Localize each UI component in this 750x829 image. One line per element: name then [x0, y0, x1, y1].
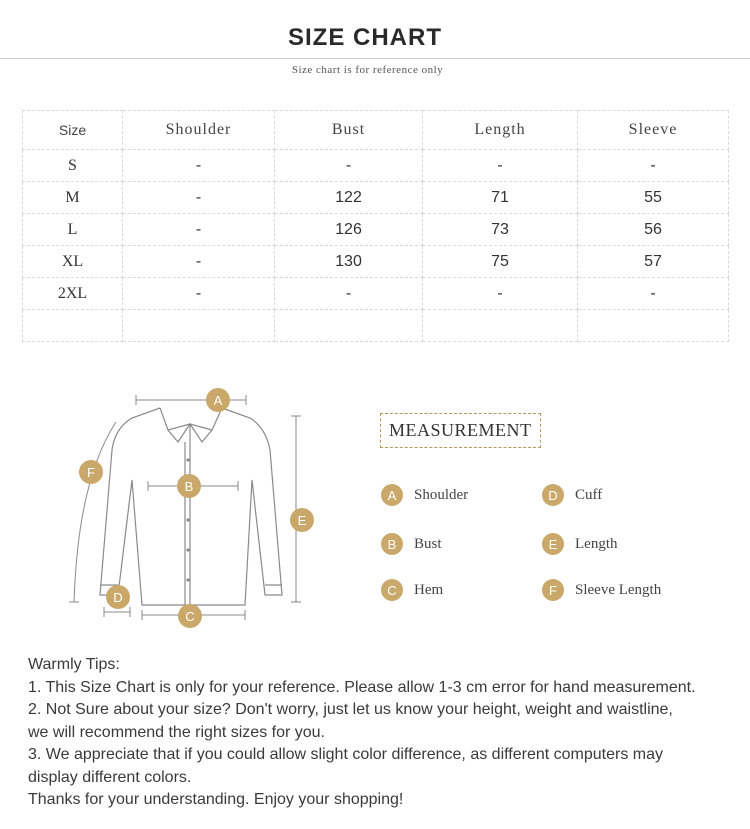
table-cell: - [423, 150, 578, 182]
column-header: Length [423, 111, 578, 150]
legend-item [542, 484, 602, 506]
table-cell: S [23, 150, 123, 182]
badge-d: D [542, 484, 564, 506]
table-cell: - [123, 278, 275, 310]
legend-item [542, 579, 661, 601]
legend-label: Length [575, 535, 618, 552]
table-row [23, 278, 729, 310]
table-cell: - [275, 278, 423, 310]
table-cell: - [423, 278, 578, 310]
column-header: Sleeve [578, 111, 729, 150]
legend-label: Bust [414, 535, 442, 552]
legend-item [381, 533, 442, 555]
table-row [23, 310, 729, 342]
badge-b: B [184, 479, 194, 494]
legend-label: Sleeve Length [575, 581, 662, 598]
badge-e: E [297, 513, 307, 528]
table-cell: L [23, 214, 123, 246]
table-cell [123, 310, 275, 342]
table-cell: 56 [578, 214, 729, 246]
badge-a: A [381, 484, 403, 506]
table-cell: XL [23, 246, 123, 278]
tip-line: we will recommend the right sizes for you. [28, 723, 325, 741]
measurement-title: MEASUREMENT [380, 413, 541, 448]
table-cell: 122 [275, 182, 423, 214]
legend-label: Hem [414, 581, 444, 598]
table-cell: 126 [275, 214, 423, 246]
badge-a: A [213, 393, 223, 408]
table-cell [23, 310, 123, 342]
tips-heading: Warmly Tips: [28, 656, 120, 673]
tip-line: 1. This Size Chart is only for your reference. Please allow 1-3 cm error for hand measurement. [28, 678, 696, 696]
tip-line: display different colors. [28, 768, 192, 786]
badge-d: D [113, 590, 123, 605]
table-cell: M [23, 182, 123, 214]
shirt-diagram [60, 380, 330, 640]
table-cell: - [275, 150, 423, 182]
table-row [23, 214, 729, 246]
table-cell: - [578, 278, 729, 310]
badge-e: E [542, 533, 564, 555]
table-cell: 75 [423, 246, 578, 278]
tips-section [28, 654, 728, 812]
table-header-row [23, 111, 729, 150]
table-cell: - [123, 182, 275, 214]
legend-label: Cuff [575, 486, 603, 503]
table-row [23, 182, 729, 214]
table-cell: 2XL [23, 278, 123, 310]
table-cell: 55 [578, 182, 729, 214]
legend-label: Shoulder [414, 486, 469, 503]
badge-c: C [185, 609, 195, 624]
legend-item [381, 579, 443, 601]
column-header: Bust [275, 111, 423, 150]
badge-c: C [381, 579, 403, 601]
page-title: SIZE CHART [288, 24, 442, 51]
table-cell: 73 [423, 214, 578, 246]
table-cell: - [123, 214, 275, 246]
legend-item [381, 484, 468, 506]
table-cell [275, 310, 423, 342]
size-table [22, 110, 729, 342]
table-cell [578, 310, 729, 342]
column-header: Size [23, 111, 123, 150]
badge-f: F [542, 579, 564, 601]
table-cell: - [123, 150, 275, 182]
table-row [23, 150, 729, 182]
table-cell: 57 [578, 246, 729, 278]
page-subtitle: Size chart is for reference only [291, 64, 444, 76]
table-cell [423, 310, 578, 342]
badge-b: B [381, 533, 403, 555]
table-cell: 71 [423, 182, 578, 214]
table-cell: - [123, 246, 275, 278]
table-cell: 130 [275, 246, 423, 278]
column-header: Shoulder [123, 111, 275, 150]
title-divider [0, 58, 750, 59]
table-row [23, 246, 729, 278]
tip-line: 2. Not Sure about your size? Don't worry, just let us know your height, weight and waistline, [28, 701, 673, 718]
tips-closing: Thanks for your understanding. Enjoy your shopping! [28, 791, 404, 808]
tip-line: 3. We appreciate that if you could allow slight color difference, as different computers may [28, 746, 663, 763]
table-cell: - [578, 150, 729, 182]
legend-item [542, 533, 618, 555]
badge-f: F [87, 465, 95, 480]
shirt-outline [100, 408, 282, 605]
